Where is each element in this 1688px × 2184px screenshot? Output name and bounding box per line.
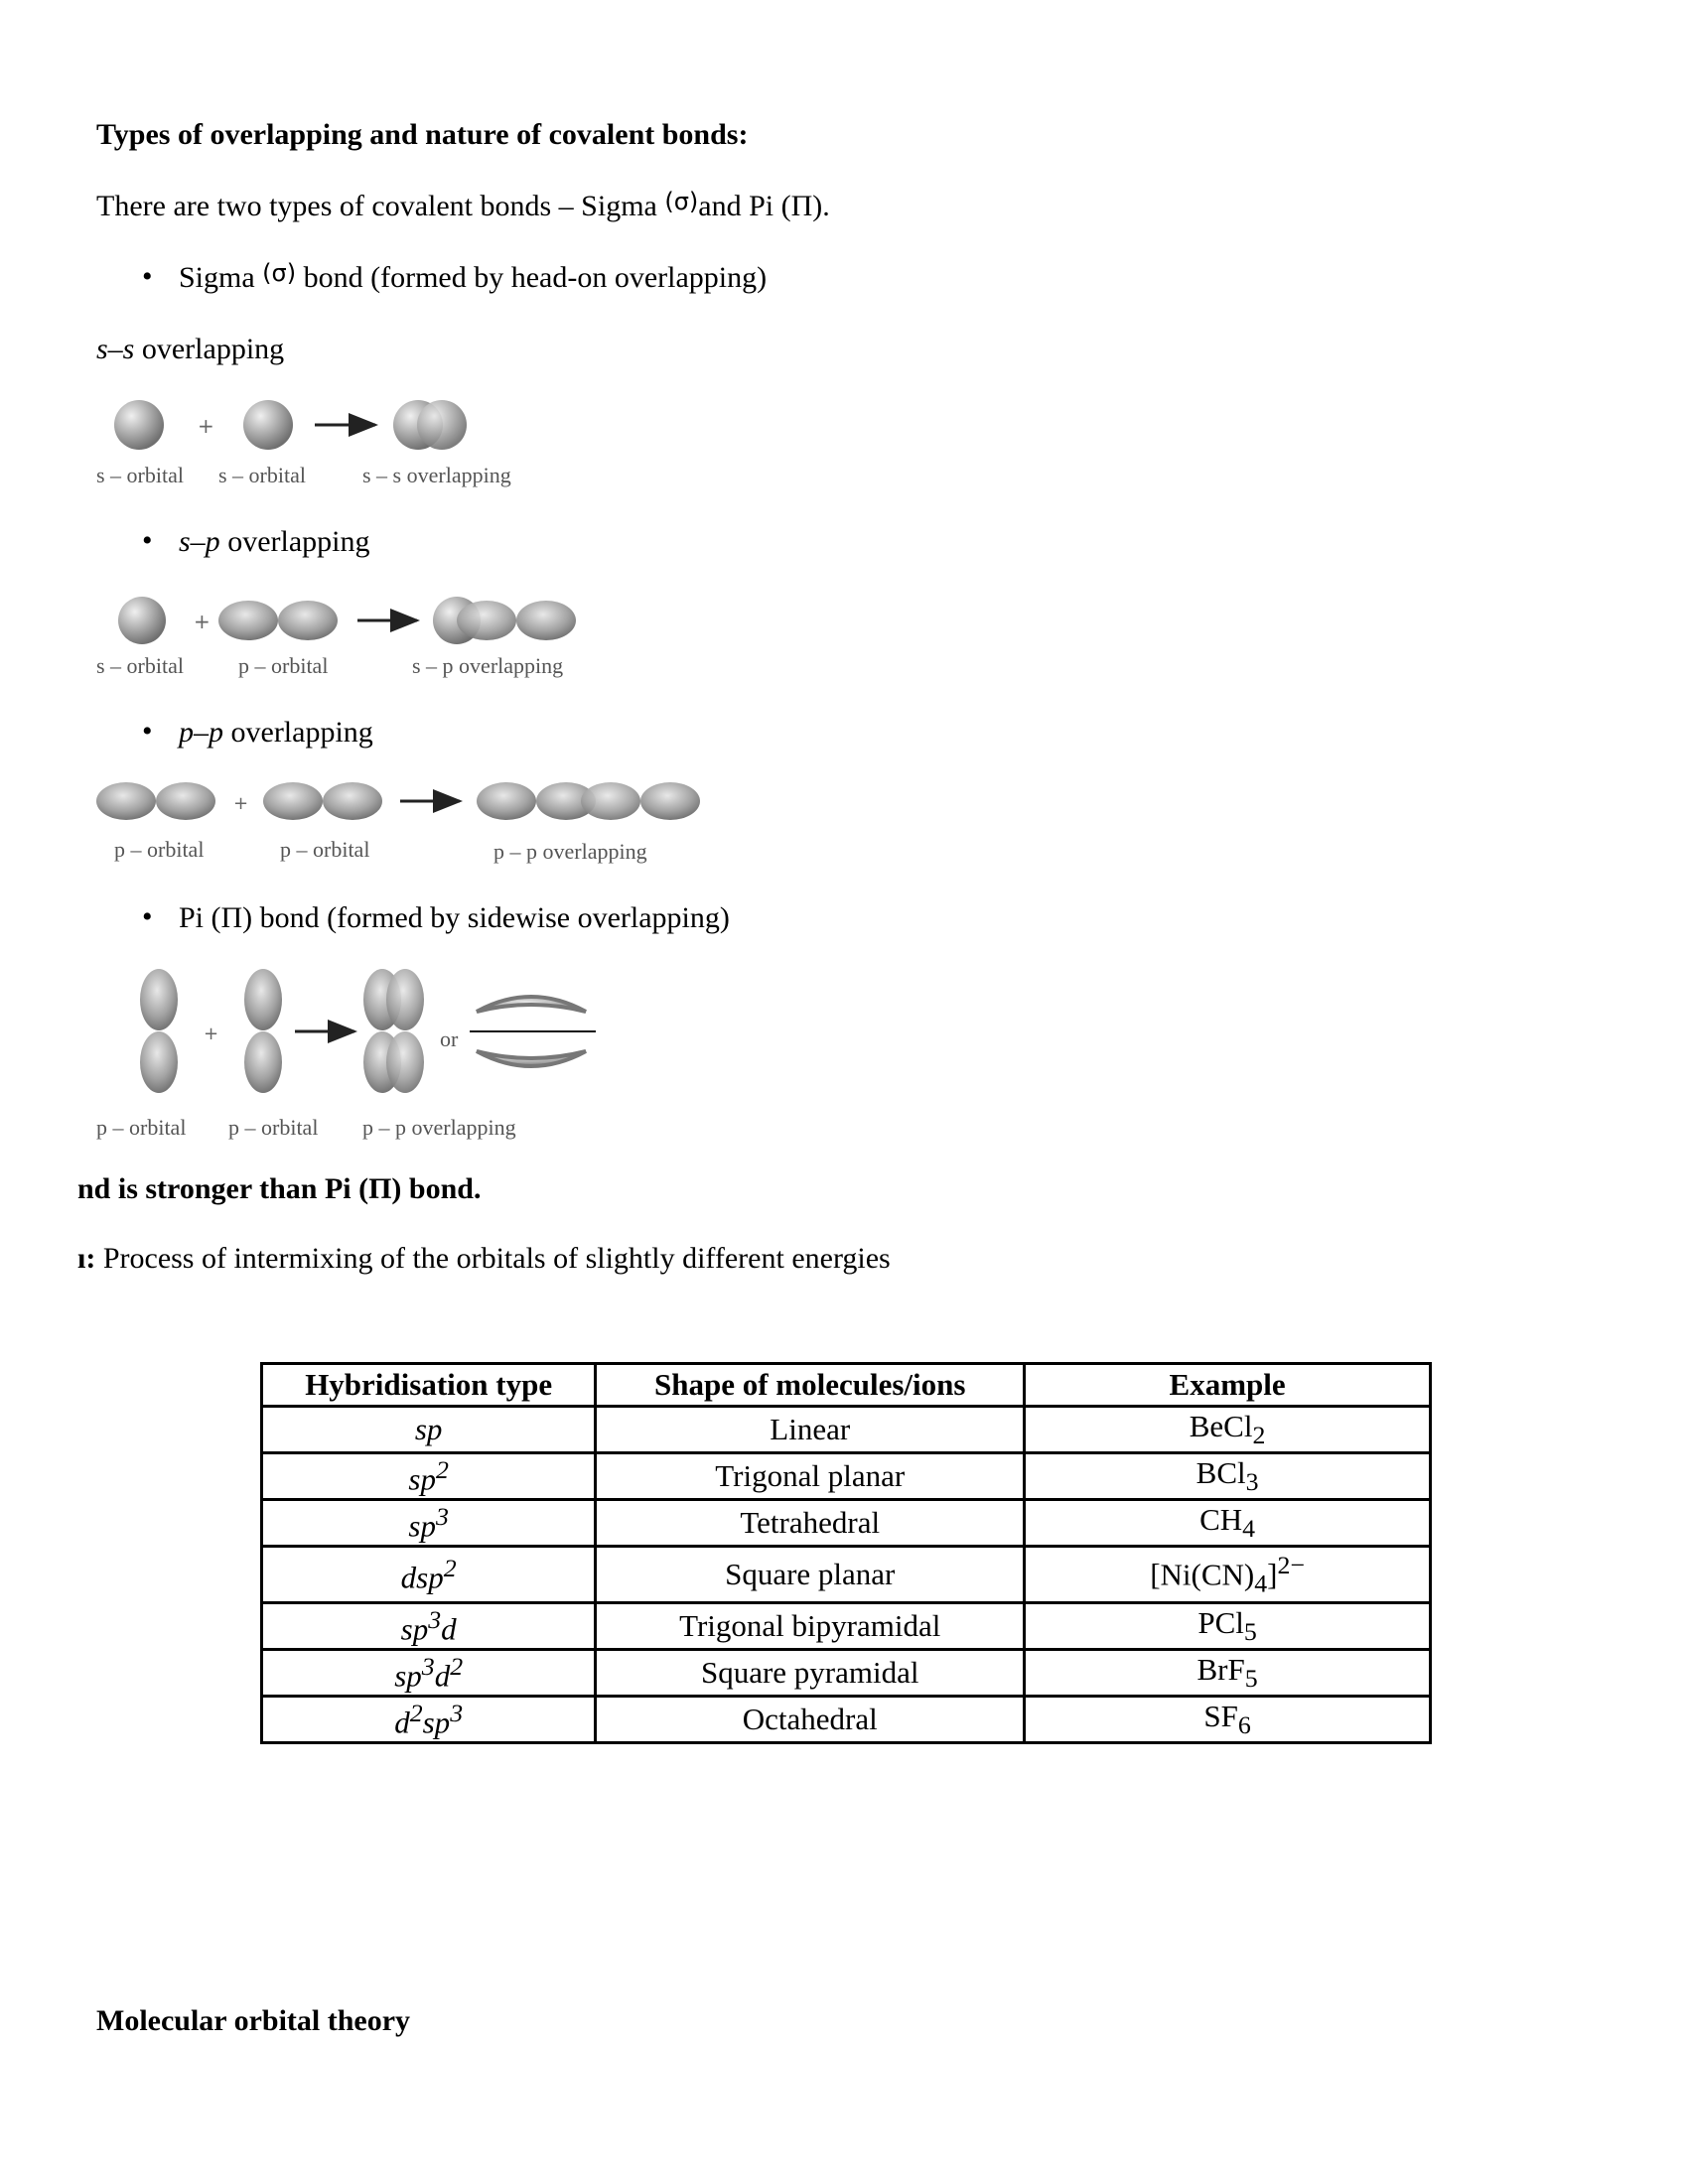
hybridisation-type-cell: sp [262, 1407, 596, 1453]
caption-s-orbital: s – orbital [96, 653, 184, 678]
bullet-dot: • [142, 715, 153, 748]
p-orbital-lobe [278, 601, 338, 640]
pp-overlap-diagram [94, 779, 740, 839]
pi-electron-cloud [477, 1051, 586, 1066]
p-orbital-lobe [140, 1031, 178, 1093]
table-header-row [262, 1364, 1431, 1407]
intro-paragraph [96, 189, 830, 225]
p-orbital-lobe [581, 782, 640, 820]
or-label: or [440, 1026, 459, 1051]
s-orbital-sphere [118, 597, 166, 644]
p-orbital-lobe [140, 969, 178, 1030]
p-orbital-lobe [96, 782, 156, 820]
plus-sign: + [233, 793, 249, 814]
s-orbital-sphere [114, 400, 164, 450]
caption-ss-overlapping: s – s overlapping [362, 463, 511, 487]
p-orbital-lobe [516, 601, 576, 640]
p-orbital-lobe [640, 782, 700, 820]
p-orbital-lobe [457, 601, 516, 640]
table-row [262, 1453, 1431, 1500]
caption-p-orbital: p – orbital [228, 1115, 319, 1140]
example-cell: BCl$_3$ [1025, 1453, 1431, 1500]
intro-text-end: and Pi (Π). [698, 190, 830, 222]
example-cell: $[Ni(CN)_4]^{2-}$ [1025, 1547, 1431, 1603]
sp-overlapping-label [179, 524, 369, 560]
s-orbital-sphere [243, 400, 293, 450]
caption-s-orbital: s – orbital [218, 463, 306, 487]
header-example: Example [1025, 1364, 1431, 1407]
shape-cell: Square pyramidal [596, 1650, 1025, 1697]
shape-cell: Trigonal planar [596, 1453, 1025, 1500]
hybridisation-type-cell: $sp^3$ [262, 1500, 596, 1547]
sigma-symbol: (σ) [664, 188, 699, 215]
bullet-dot: • [142, 900, 153, 933]
pp-symbol: p–p [179, 716, 223, 749]
bullet-dot: • [142, 260, 153, 293]
mot-heading: Molecular orbital theory [96, 2004, 411, 2037]
section-heading: Types of overlapping and nature of covalent bonds: [96, 118, 749, 151]
pp-overlapping-label [179, 715, 373, 751]
hybridisation-prefix: ı: [77, 1242, 96, 1275]
hybridisation-type-cell: $sp^3d^2$ [262, 1650, 596, 1697]
sp-suffix: overlapping [219, 525, 370, 558]
p-orbital-lobe [244, 969, 282, 1030]
ss-symbol: s–s [96, 333, 135, 365]
sigma-stronger-statement: nd is stronger than Pi (Π) bond. [77, 1172, 482, 1205]
p-orbital-lobe [386, 969, 424, 1030]
table-row [262, 1603, 1431, 1650]
table-row [262, 1500, 1431, 1547]
table-row [262, 1407, 1431, 1453]
caption-p-orbital: p – orbital [280, 837, 370, 862]
example-cell: BrF$_5$ [1025, 1650, 1431, 1697]
header-shape: Shape of molecules/ions [596, 1364, 1025, 1407]
table-row [262, 1650, 1431, 1697]
bullet-dot: • [142, 524, 153, 557]
ss-overlapping-label [96, 332, 284, 367]
p-orbital-lobe [386, 1031, 424, 1093]
bullet-pi-bond: Pi (Π) bond (formed by sidewise overlapping) [179, 901, 730, 934]
table-row [262, 1697, 1431, 1743]
pi-electron-cloud [477, 997, 586, 1012]
hybridisation-definition [77, 1241, 891, 1277]
p-orbital-lobe [156, 782, 215, 820]
bullet-sigma-start: Sigma [179, 261, 263, 294]
shape-cell: Square planar [596, 1547, 1025, 1603]
shape-cell: Linear [596, 1407, 1025, 1453]
hybridisation-type-cell: $sp^3d$ [262, 1603, 596, 1650]
pp-suffix: overlapping [223, 716, 373, 749]
ss-suffix: overlapping [134, 333, 285, 365]
bullet-sigma-end: bond (formed by head-on overlapping) [296, 261, 768, 294]
header-hybridisation-type: Hybridisation type [262, 1364, 596, 1407]
p-orbital-lobe [263, 782, 323, 820]
sigma-symbol: (σ) [262, 259, 297, 287]
hybridisation-text: Process of intermixing of the orbitals of slightly different energies [95, 1242, 891, 1275]
hybridisation-type-cell: dsp$^2$ [262, 1547, 596, 1603]
example-cell: $SF_6$ [1025, 1697, 1431, 1743]
hybridisation-table [260, 1362, 1432, 1744]
hybridisation-type-cell: $sp^2$ [262, 1453, 596, 1500]
example-cell: BeCl$_2$ [1025, 1407, 1431, 1453]
s-orbital-sphere [417, 400, 467, 450]
plus-sign: + [204, 1024, 219, 1044]
caption-p-orbital: p – orbital [238, 653, 329, 678]
p-orbital-lobe [323, 782, 382, 820]
example-cell: PCl$_5$ [1025, 1603, 1431, 1650]
plus-sign: + [198, 414, 214, 438]
p-orbital-lobe [477, 782, 536, 820]
table-row [262, 1547, 1431, 1603]
p-orbital-lobe [244, 1031, 282, 1093]
shape-cell: Octahedral [596, 1697, 1025, 1743]
shape-cell: Trigonal bipyramidal [596, 1603, 1025, 1650]
example-cell: $CH_4$ [1025, 1500, 1431, 1547]
p-orbital-lobe [218, 601, 278, 640]
plus-sign: + [194, 610, 211, 633]
bullet-sigma-bond [179, 260, 767, 297]
caption-sp-overlapping: s – p overlapping [412, 653, 564, 678]
caption-s-orbital: s – orbital [96, 463, 184, 487]
shape-cell: Tetrahedral [596, 1500, 1025, 1547]
intro-text-start: There are two types of covalent bonds – Sigma [96, 190, 665, 222]
caption-pp-overlapping: p – p overlapping [493, 839, 647, 864]
pi-overlap-diagram [94, 968, 631, 1117]
caption-p-orbital: p – orbital [96, 1115, 187, 1140]
caption-pp-overlapping: p – p overlapping [362, 1115, 516, 1140]
hybridisation-type-cell: $d^2sp^3$ [262, 1697, 596, 1743]
caption-p-orbital: p – orbital [114, 837, 205, 862]
sp-symbol: s–p [179, 525, 220, 558]
